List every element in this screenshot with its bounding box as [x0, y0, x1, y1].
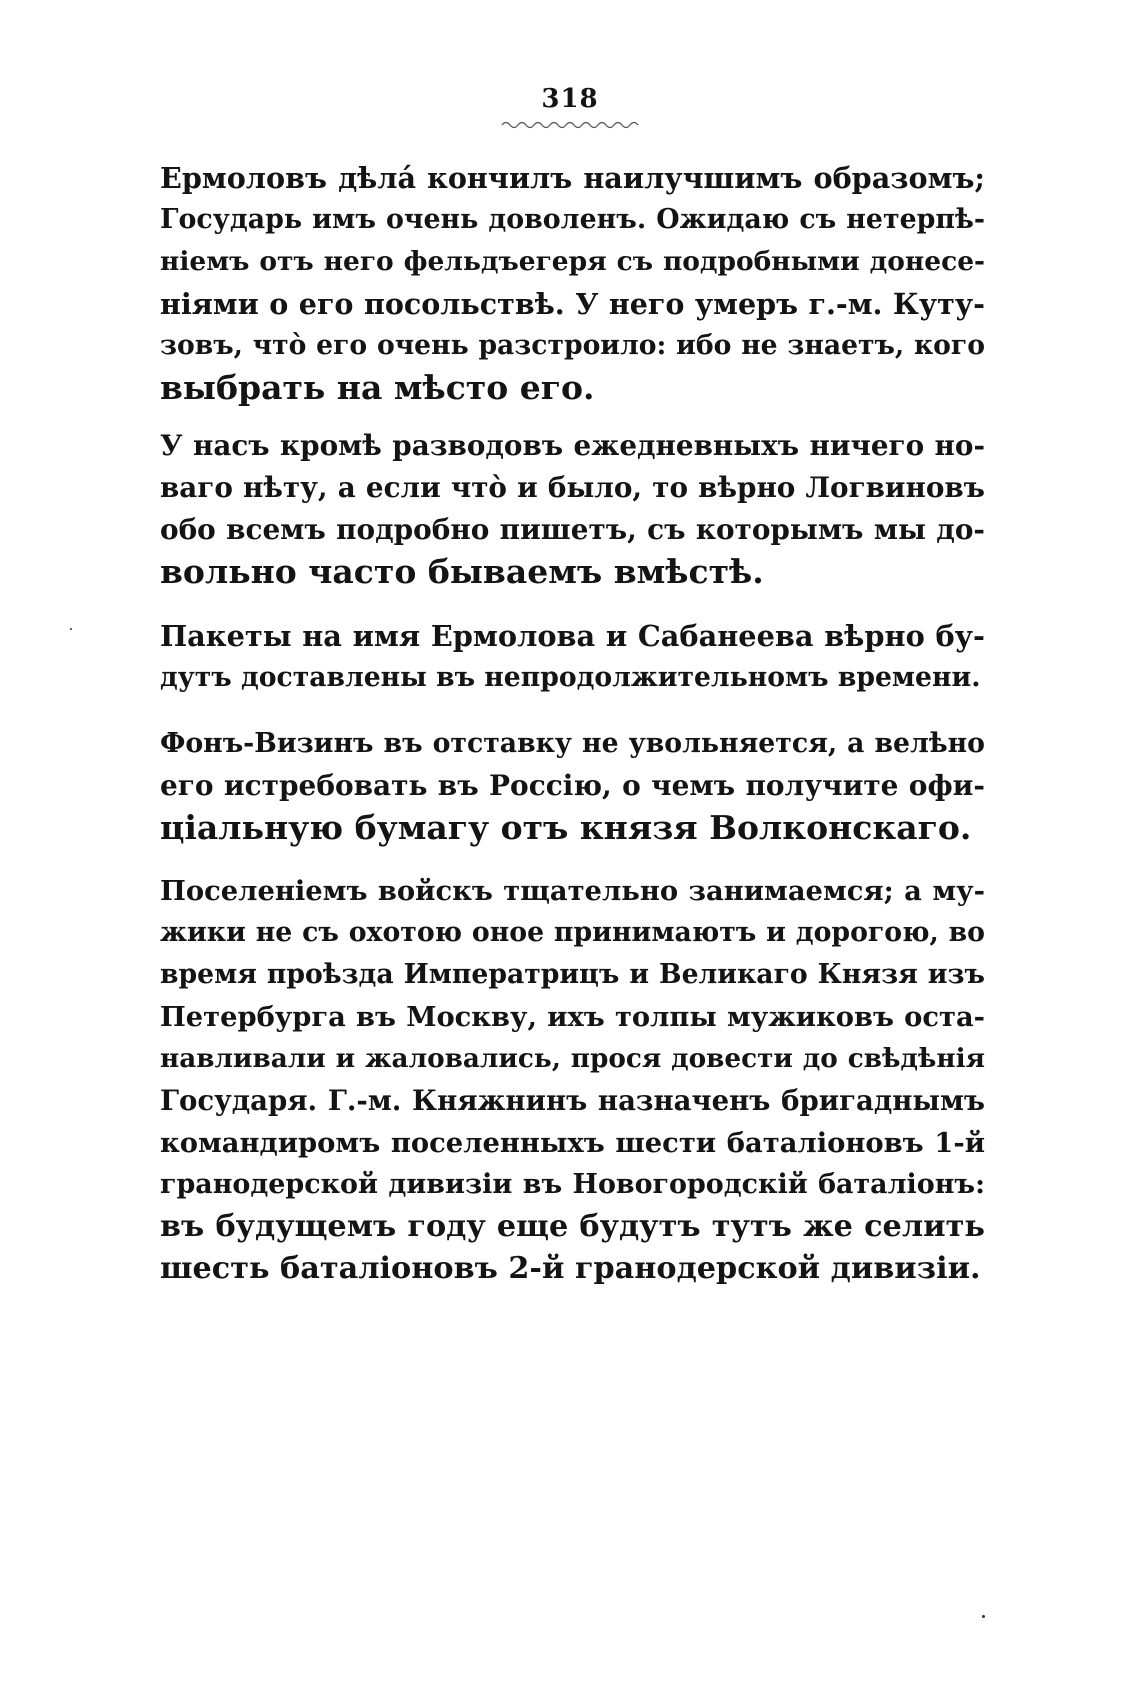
text-line: дутъ доставлены въ непродолжительномъ времени. — [160, 662, 981, 693]
text-line: командиромъ поселенныхъ шести баталіоновъ 1-й — [160, 1127, 985, 1159]
text-line: Поселеніемъ войскъ тщательно занимаемся; а му- — [160, 875, 985, 907]
scan-speck — [982, 1615, 985, 1618]
paragraph — [160, 157, 985, 409]
text-line: Пакеты на имя Ермолова и Сабанеева вѣрно бу- — [160, 619, 985, 653]
text-line: ціальную бумагу отъ князя Волконскаго. — [160, 808, 972, 847]
text-line: Государя. Г.-м. Княжнинъ назначенъ бригаднымъ — [160, 1085, 985, 1117]
text-line: выбрать на мѣсто его. — [160, 368, 595, 407]
scan-speck — [70, 628, 72, 630]
text-line: навливали и жаловались, прося довести до свѣдѣнія — [160, 1043, 985, 1074]
text-line: время проѣзда Императрицъ и Великаго Князя изъ — [160, 959, 985, 990]
text-line: Петербурга въ Москву, ихъ толпы мужиковъ оста- — [160, 1001, 985, 1033]
text-line: въ будущемъ году еще будутъ тутъ же селить — [160, 1209, 985, 1244]
text-line: шесть баталіоновъ 2-й гранодерской дивизіи. — [160, 1251, 981, 1286]
text-line: ніями о его посольствѣ. У него умеръ г.-м. Куту- — [160, 287, 985, 321]
text-line: Государь имъ очень доволенъ. Ожидаю съ нетерпѣ- — [160, 204, 985, 235]
text-line: его истребовать въ Россію, о чемъ получите офи- — [160, 769, 985, 802]
paragraph — [160, 870, 985, 1290]
ornament-divider — [500, 118, 640, 130]
paragraph — [160, 723, 985, 849]
page-number: 318 — [541, 84, 599, 114]
text-line: вольно часто бываемъ вмѣстѣ. — [160, 552, 764, 591]
text-line: ніемъ отъ него фельдъегеря съ подробными донесе- — [160, 246, 985, 277]
paragraph — [160, 425, 985, 593]
text-line: У насъ кромѣ разводовъ ежедневныхъ ничего но- — [160, 429, 985, 462]
text-line: зовъ, что̀ его очень разстроило: ибо не знаетъ, кого — [160, 330, 985, 361]
text-line: Ермоловъ дѣла́ кончилъ наилучшимъ образомъ; — [160, 161, 985, 195]
text-line: ваго нѣту, а если что̀ и было, то вѣрно Логвиновъ — [160, 471, 985, 504]
text-line: Фонъ-Визинъ въ отставку не увольняется, а велѣно — [160, 728, 985, 759]
text-line: гранодерской дивизіи въ Новогородскій баталіонъ: — [160, 1169, 985, 1200]
text-line: жики не съ охотою оное принимаютъ и дорогою, во — [160, 917, 985, 948]
paragraph — [160, 615, 985, 699]
text-line: обо всемъ подробно пишетъ, съ которымъ мы до- — [160, 513, 985, 546]
